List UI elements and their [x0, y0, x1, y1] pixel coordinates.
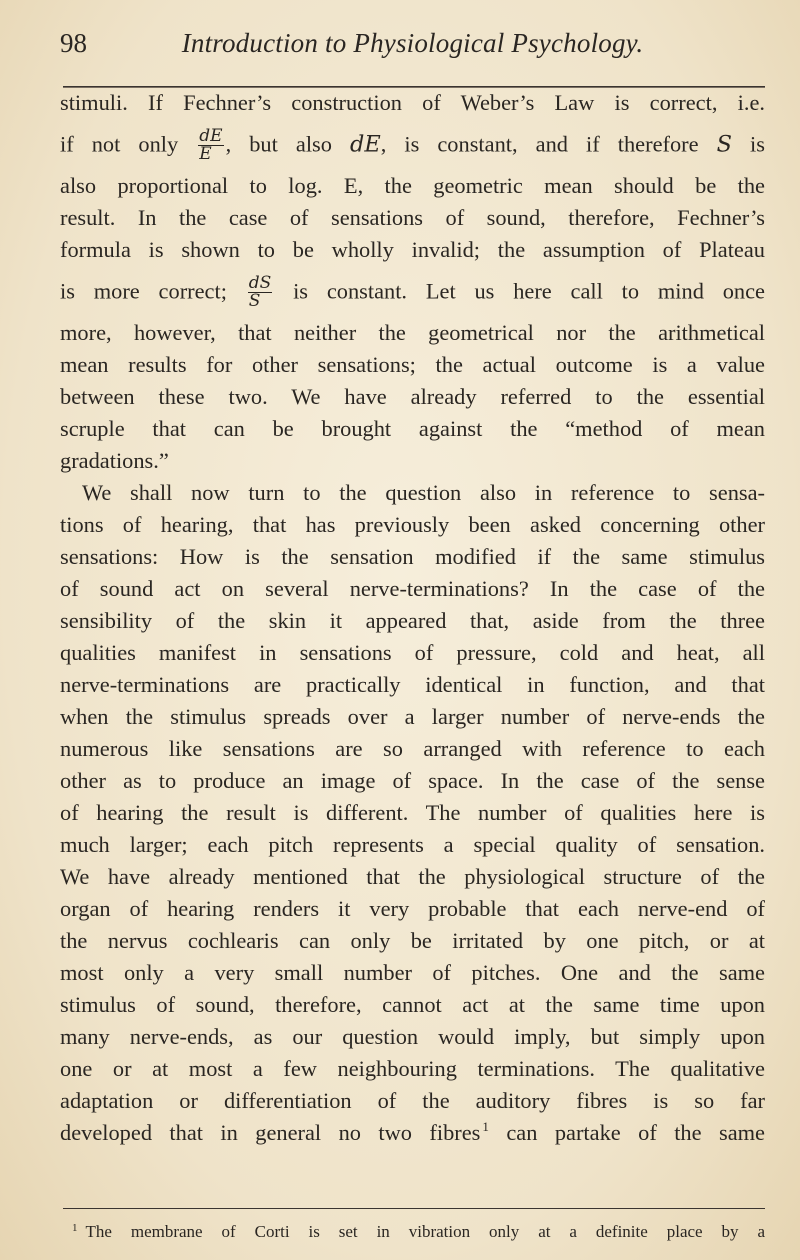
text-line-28: stimulus of sound, therefore, cannot act at the same time upon [60, 992, 765, 1017]
footnote-reference: 1 [482, 1119, 489, 1134]
text-line-5: formula is shown to be wholly invalid; the assumption of Plateau [60, 237, 765, 262]
text-line-16: sensibility of the skin it appeared that, aside from the three [60, 608, 765, 633]
text-line-15: of sound act on several nerve-terminations? In the case of the [60, 576, 765, 601]
text-line-1: stimuli. If Fechner’s construction of Weber’s Law is correct, i.e. [60, 90, 765, 115]
text-line-formula-1: if not only $\frac{dE}{E}$ , but also dE, is constant, and if therefore S is [60, 126, 765, 164]
text-line-23: much larger; each pitch represents a special quality of sensation. [60, 832, 765, 857]
text-line-27: most only a very small number of pitches. One and the same [60, 960, 765, 985]
text-line-32: developed that in general no two fibres $^1$ can partake of the same [60, 1119, 765, 1145]
text-line-8: mean results for other sensations; the actual outcome is a value [60, 352, 765, 377]
page-number: 98 [60, 28, 87, 58]
text-line-18: nerve-terminations are practically identical in function, and that [60, 672, 765, 697]
text-line-25: organ of hearing renders it very probable that each nerve-end of [60, 896, 765, 921]
fraction-dE-over-E: $\frac{dE}{E}$ [199, 126, 223, 164]
text-line-21: other as to produce an image of space. In the case of the sense [60, 768, 765, 793]
text-line-29: many nerve-ends, as our question would imply, but simply upon [60, 1024, 765, 1049]
footnote-text: The membrane of Corti is set in vibration only at a definite place by a [85, 1222, 765, 1241]
text-line-11: gradations.” [60, 448, 169, 473]
text-line-13: tions of hearing, that has previously been asked concerning other [60, 512, 765, 537]
text-line-10: scruple that can be brought against the “method of mean [60, 416, 765, 441]
fraction-dS-over-S: $\frac{dS}{S}$ [248, 273, 272, 311]
running-header [60, 28, 765, 68]
text-line-14: sensations: How is the sensation modified if the same stimulus [60, 544, 765, 569]
footnote-mark: 1 [72, 1222, 78, 1234]
text-line-26: the nervus cochlearis can only be irritated by one pitch, or at [60, 928, 765, 953]
text-line-31: adaptation or differentiation of the auditory fibres is so far [60, 1088, 765, 1113]
text-line-22: of hearing the result is different. The number of qualities here is [60, 800, 765, 825]
text-line-3: also proportional to log. E, the geometric mean should be the [60, 173, 765, 198]
footnote-rule [63, 1208, 765, 1209]
text-line-30: one or at most a few neighbouring terminations. The qualitative [60, 1056, 765, 1081]
text-line-20: numerous like sensations are so arranged with reference to each [60, 736, 765, 761]
text-line-12: We shall now turn to the question also in reference to sensa- [82, 480, 765, 505]
book-page [60, 0, 765, 1260]
text-line-19: when the stimulus spreads over a larger number of nerve-ends the [60, 704, 765, 729]
text-line-4: result. In the case of sensations of sound, therefore, Fechner’s [60, 205, 765, 230]
text-line-7: more, however, that neither the geometrical nor the arithmetical [60, 320, 765, 345]
text-line-9: between these two. We have already referred to the essential [60, 384, 765, 409]
text-line-24: We have already mentioned that the physiological structure of the [60, 864, 765, 889]
running-title: Introduction to Physiological Psychology. [181, 28, 644, 58]
text-line-formula-2: is more correct; $\frac{dS}{S}$ is constant. Let us here call to mind once [60, 273, 765, 311]
text-line-17: qualities manifest in sensations of pressure, cold and heat, all [60, 640, 765, 665]
footnote [72, 1222, 765, 1242]
